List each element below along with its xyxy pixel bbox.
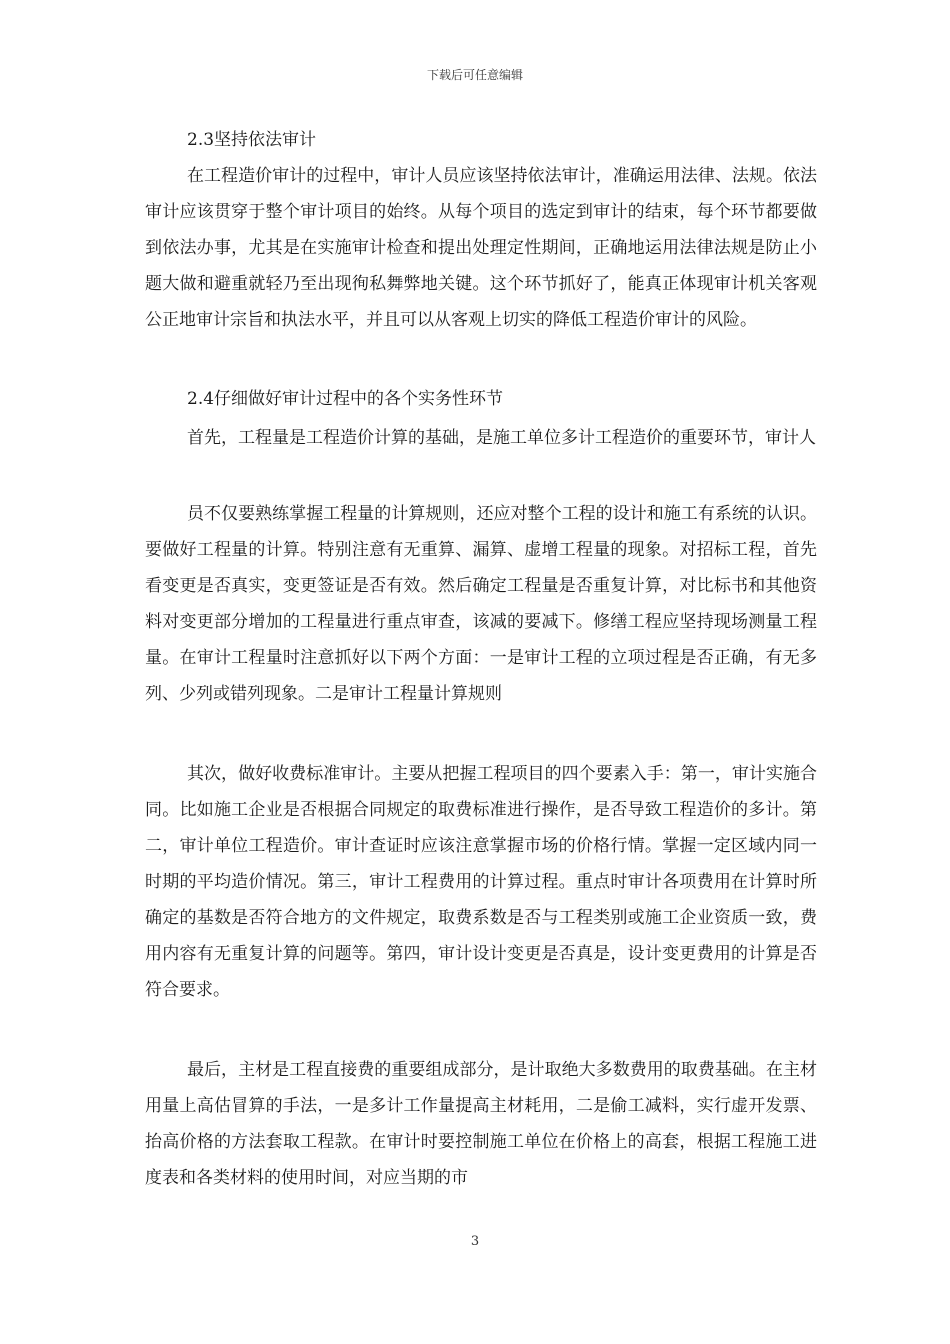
section-heading-2-4: 2.4仔细做好审计过程中的各个实务性环节 (187, 389, 504, 409)
paragraph-lawful-audit: 在工程造价审计的过程中，审计人员应该坚持依法审计，准确运用法律、法规。依法审计应该贯穿于整个审计项目的始终。从每个项目的选定到审计的结束，每个环节都要做到依法办事，尤其是在实施审计检查和提出处理定性期间，正确地运用法律法规是防止小题大做和避重就轻乃至出现徇私舞弊地关键。这个环节抓好了，能真正体现审计机关客观公正地审计宗旨和执法水平，并且可以从客观上切实的降低工程造价审计的风险。 (145, 166, 817, 330)
page-header: 下载后可任意编辑 (426, 68, 523, 82)
section-heading-2-3: 2.3坚持依法审计 (187, 130, 317, 150)
paragraph-quantity-intro: 首先，工程量是工程造价计算的基础，是施工单位多计工程造价的重要环节，审计人 (187, 428, 816, 448)
paragraph-fee-standard: 其次，做好收费标准审计。主要从把握工程项目的四个要素入手：第一，审计实施合同。比如施工企业是否根据合同规定的取费标准进行操作，是否导致工程造价的多计。第二，审计单位工程造价。审计查证时应该注意掌握市场的价格行情。掌握一定区域内同一时期的平均造价情况。第三，审计工程费用的计算过程。重点时审计各项费用在计算时所确定的基数是否符合地方的文件规定，取费系数是否与工程类别或施工企业资质一致，费用内容有无重复计算的问题等。第四，审计设计变更是否真是，设计变更费用的计算是否符合要求。 (145, 764, 817, 1000)
page-number: 3 (470, 1234, 480, 1249)
paragraph-main-materials: 最后，主材是工程直接费的重要组成部分，是计取绝大多数费用的取费基础。在主材用量上高估冒算的手法，一是多计工作量提高主材耗用，二是偷工减料，实行虚开发票、抬高价格的方法套取工程款。在审计时要控制施工单位在价格上的高套，根据工程施工进度表和各类材料的使用时间，对应当期的市 (145, 1060, 817, 1188)
paragraph-quantity-detail: 员不仅要熟练掌握工程量的计算规则，还应对整个工程的设计和施工有系统的认识。要做好工程量的计算。特别注意有无重算、漏算、虚增工程量的现象。对招标工程，首先看变更是否真实，变更签证是否有效。然后确定工程量是否重复计算，对比标书和其他资料对变更部分增加的工程量进行重点审查，该减的要减下。修缮工程应坚持现场测量工程量。在审计工程量时注意抓好以下两个方面：一是审计工程的立项过程是否正确，有无多列、少列或错列现象。二是审计工程量计算规则 (145, 504, 817, 704)
